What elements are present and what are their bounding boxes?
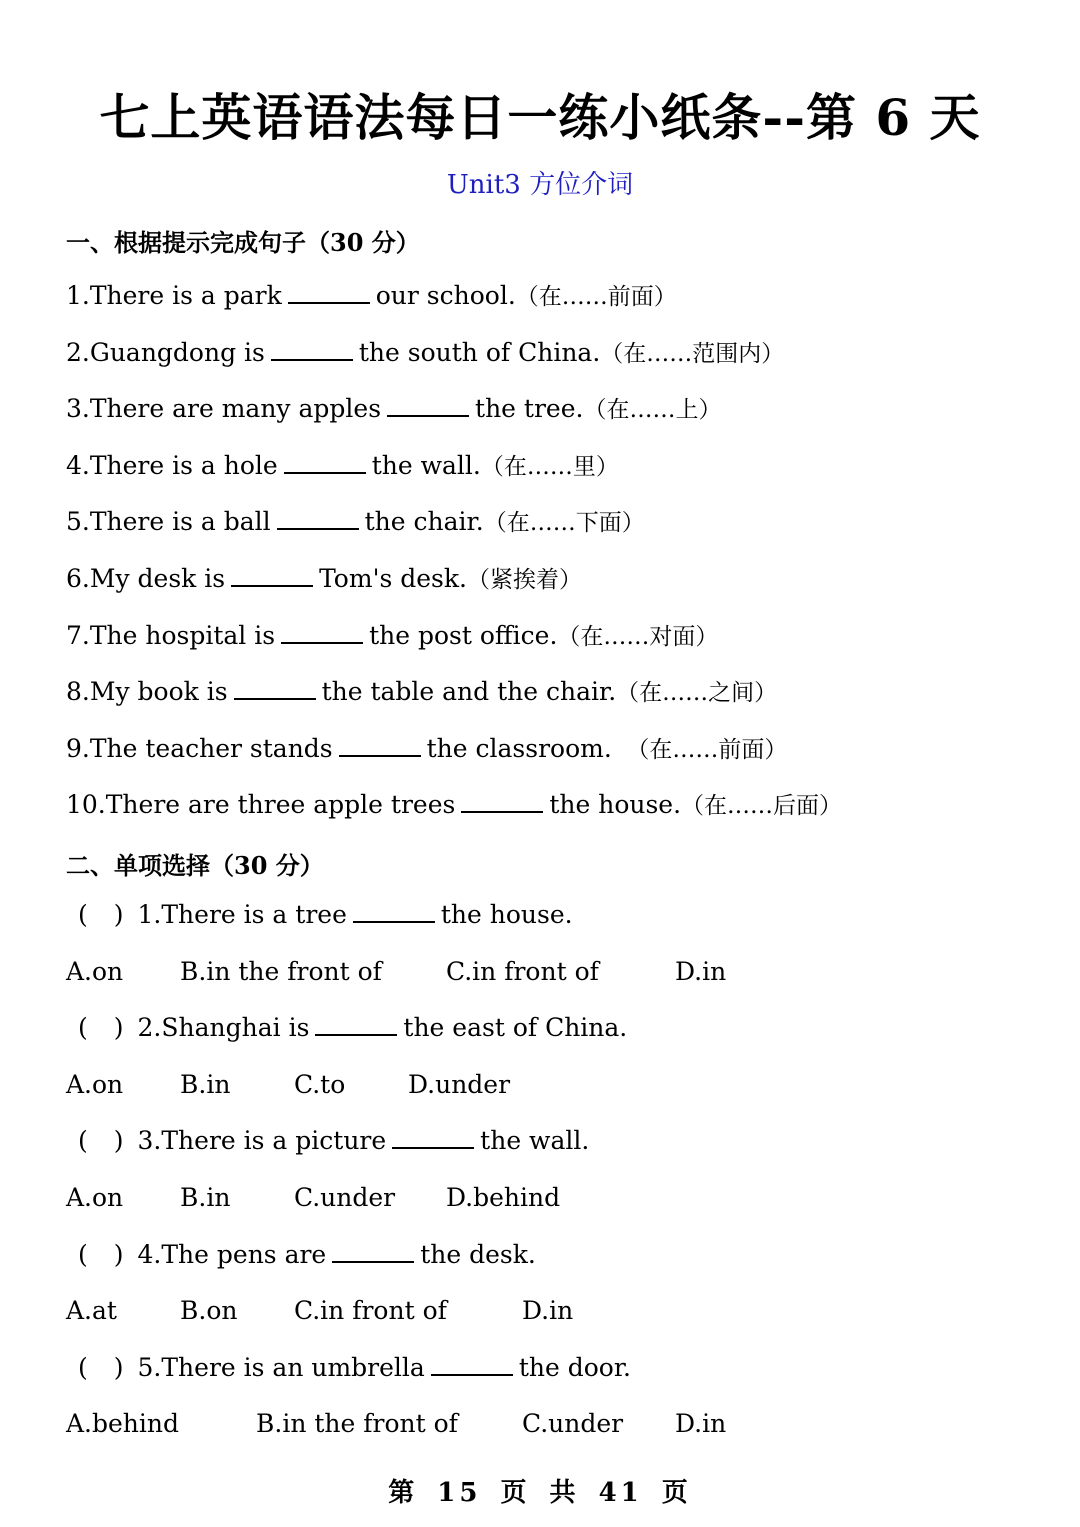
- fill-in-item: [66, 504, 645, 537]
- sentence-end: the south of China.: [358, 337, 601, 367]
- fill-in-item: [66, 448, 619, 481]
- answer-blank: [315, 1033, 397, 1036]
- answer-blank[interactable]: [277, 527, 359, 530]
- choice-option[interactable]: B.in the front of: [180, 956, 382, 986]
- answer-blank[interactable]: [284, 471, 366, 474]
- choice-option[interactable]: B.on: [180, 1296, 238, 1326]
- fill-in-item: [66, 618, 718, 651]
- sentence-end: the tree.: [475, 394, 584, 424]
- answer-blank: [392, 1146, 474, 1149]
- question-stem-end: the house.: [440, 900, 573, 929]
- choice-option[interactable]: C.under: [522, 1409, 624, 1439]
- answer-bracket-close: ): [113, 1126, 124, 1156]
- sentence-end: our school.: [375, 281, 516, 310]
- choice-option[interactable]: A.behind: [66, 1409, 180, 1439]
- chinese-hint: （在……里）: [480, 453, 619, 480]
- choice-option[interactable]: A.on: [66, 1069, 124, 1099]
- choice-option[interactable]: D.in: [675, 1409, 727, 1439]
- answer-blank: [332, 1260, 414, 1263]
- choice-option[interactable]: D.behind: [446, 1183, 561, 1212]
- choice-option[interactable]: D.under: [408, 1069, 511, 1099]
- answer-bracket-close: ): [113, 1013, 124, 1043]
- answer-bracket-open[interactable]: (: [78, 1239, 88, 1269]
- answer-bracket-close: ): [113, 1352, 124, 1382]
- answer-blank[interactable]: [271, 358, 353, 361]
- answer-bracket-close: ): [113, 900, 124, 929]
- question-stem: 2.Shanghai is: [137, 1013, 310, 1043]
- choice-option[interactable]: D.in: [675, 956, 727, 986]
- sentence-start: 5.There is a ball: [66, 507, 271, 537]
- fill-in-item: [66, 561, 582, 594]
- choice-option[interactable]: B.in: [180, 1069, 231, 1099]
- question-stem: 5.There is an umbrella: [137, 1352, 425, 1382]
- sentence-end: Tom's desk.: [319, 564, 467, 593]
- chinese-hint: （在……下面）: [483, 510, 645, 537]
- sentence-end: the post office.: [369, 620, 558, 650]
- answer-blank[interactable]: [339, 754, 421, 757]
- chinese-hint: （在……前面）: [611, 736, 788, 763]
- chinese-hint: （在……之间）: [616, 680, 778, 707]
- question-stem-end: the door.: [518, 1352, 631, 1382]
- page-title: 七上英语语法每日一练小纸条--第 6 天: [99, 88, 981, 147]
- sentence-start: 7.The hospital is: [66, 620, 276, 650]
- fill-in-item: [66, 278, 677, 311]
- choice-question: [78, 1013, 627, 1042]
- chinese-hint: （紧挨着）: [466, 567, 582, 593]
- sentence-start: 10.There are three apple trees: [66, 790, 456, 820]
- choice-option[interactable]: C.in front of: [446, 956, 599, 986]
- choice-option[interactable]: B.in: [180, 1183, 231, 1212]
- choice-option[interactable]: B.in the front of: [256, 1409, 458, 1439]
- choice-question: [78, 1126, 589, 1155]
- question-stem-end: the east of China.: [403, 1013, 628, 1043]
- sentence-start: 6.My desk is: [66, 564, 226, 593]
- sentence-start: 2.Guangdong is: [66, 337, 265, 367]
- sentence-start: 8.My book is: [66, 677, 228, 707]
- choice-option[interactable]: C.in front of: [294, 1296, 447, 1326]
- sentence-end: the house.: [549, 790, 682, 820]
- choice-option[interactable]: C.to: [294, 1069, 346, 1099]
- answer-blank[interactable]: [288, 301, 370, 304]
- answer-blank: [431, 1373, 513, 1376]
- choice-option[interactable]: D.in: [522, 1296, 574, 1326]
- question-stem: 1.There is a tree: [137, 900, 347, 929]
- choice-question: [78, 900, 573, 929]
- fill-in-item: [66, 674, 777, 707]
- answer-blank[interactable]: [234, 697, 316, 700]
- answer-blank[interactable]: [461, 810, 543, 813]
- chinese-hint: （在……范围内）: [600, 340, 785, 367]
- fill-in-item: [66, 787, 842, 820]
- answer-bracket-close: ): [113, 1239, 124, 1269]
- fill-in-item: [66, 731, 787, 764]
- sentence-end: the wall.: [371, 450, 481, 480]
- sentence-end: the chair.: [364, 507, 484, 537]
- answer-bracket-open[interactable]: (: [78, 1126, 88, 1156]
- choice-option[interactable]: C.under: [294, 1183, 396, 1212]
- answer-bracket-open[interactable]: (: [78, 900, 88, 929]
- choice-question: [78, 1353, 631, 1382]
- sentence-end: the classroom.: [426, 733, 612, 763]
- choice-option[interactable]: A.on: [66, 956, 124, 986]
- chinese-hint: （在……后面）: [681, 793, 843, 820]
- choice-option[interactable]: A.at: [66, 1296, 117, 1326]
- answer-blank[interactable]: [387, 414, 469, 417]
- answer-blank[interactable]: [231, 584, 313, 587]
- sentence-start: 3.There are many apples: [66, 394, 382, 424]
- question-stem-end: the wall.: [480, 1126, 590, 1156]
- answer-bracket-open[interactable]: (: [78, 1013, 88, 1043]
- choice-question: [78, 1240, 536, 1269]
- section-heading-choice: 二、单项选择（30 分）: [66, 851, 324, 880]
- section-heading-fill-in: 一、根据提示完成句子（30 分）: [66, 228, 420, 257]
- sentence-end: the table and the chair.: [321, 677, 617, 707]
- question-stem: 3.There is a picture: [137, 1126, 387, 1156]
- choice-option[interactable]: A.on: [66, 1183, 124, 1212]
- chinese-hint: （在……前面）: [515, 284, 677, 310]
- page-footer: 第 15 页 共 41 页: [388, 1478, 692, 1508]
- sentence-start: 4.There is a hole: [66, 450, 278, 480]
- answer-bracket-open[interactable]: (: [78, 1352, 88, 1382]
- sentence-start: 9.The teacher stands: [66, 733, 333, 763]
- subtitle: Unit3 方位介词: [446, 170, 634, 200]
- answer-blank: [353, 920, 435, 923]
- sentence-start: 1.There is a park: [66, 281, 282, 310]
- answer-blank[interactable]: [281, 641, 363, 644]
- question-stem-end: the desk.: [420, 1239, 536, 1269]
- fill-in-item: [66, 391, 721, 424]
- chinese-hint: （在……上）: [583, 397, 722, 424]
- question-stem: 4.The pens are: [137, 1239, 327, 1269]
- fill-in-item: [66, 335, 784, 368]
- chinese-hint: （在……对面）: [557, 623, 719, 650]
